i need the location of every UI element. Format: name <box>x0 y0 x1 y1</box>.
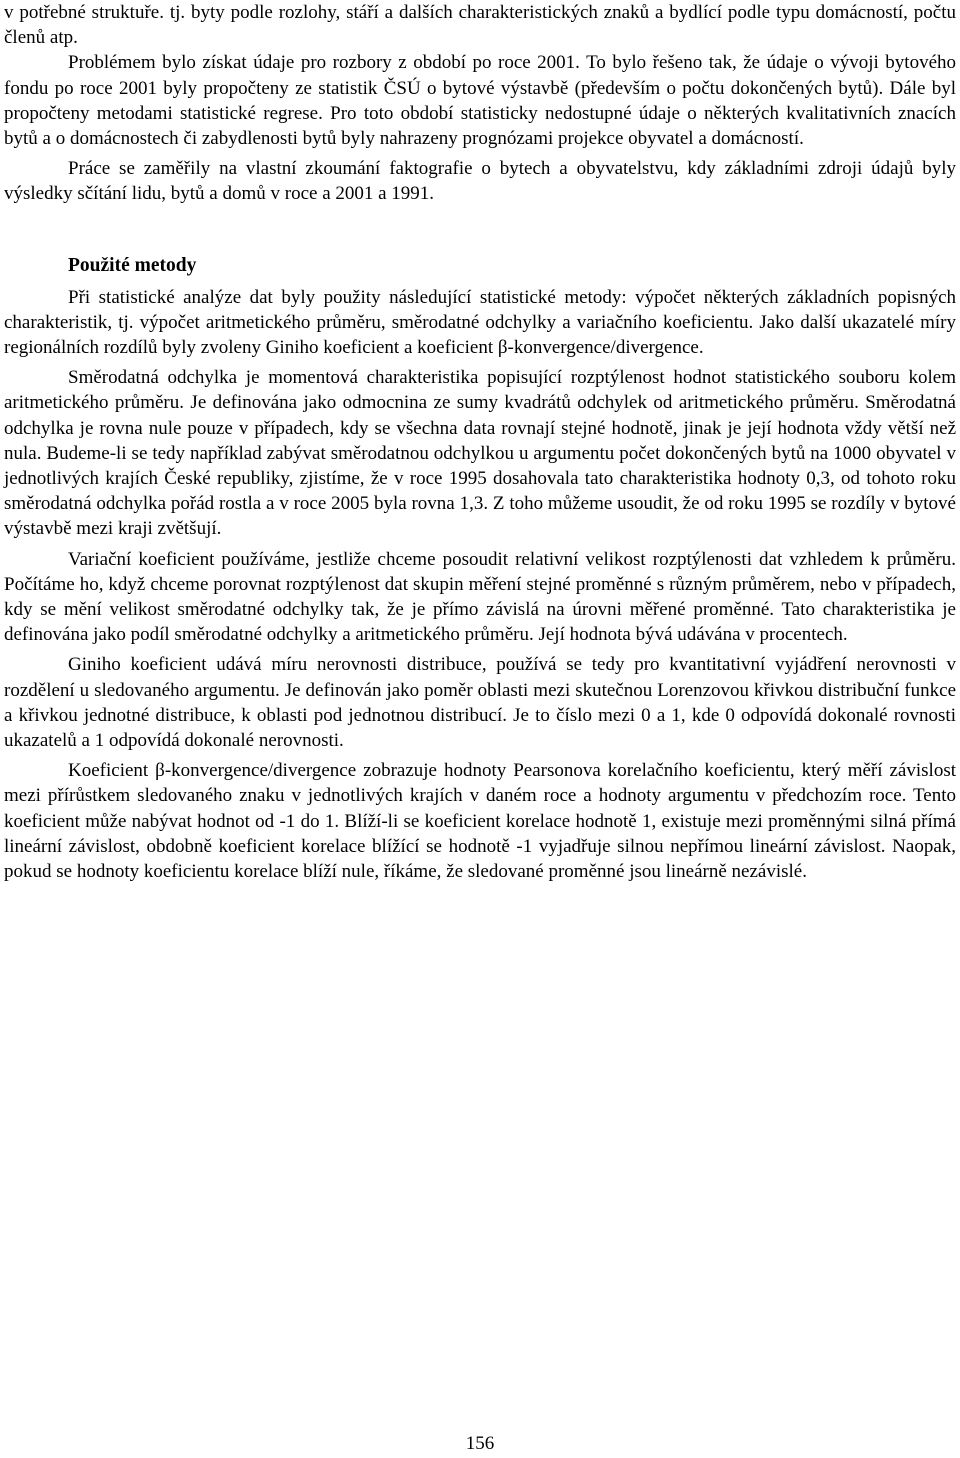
paragraph-standard-deviation: Směrodatná odchylka je momentová charakteristika popisující rozptýlenost hodnot statistického souboru kolem aritmetického průměru. Je definována jako odmocnina ze sumy kvadrátů odchylek od aritmetického průměru. Směrodatná odchylka je rovna nule pouze v případech, kdy se všechna data rovnají stejné hodnotě, jinak je její hodnota vždy větší než nula. Budeme-li se tedy například zabývat směrodatnou odchylkou u argumentu počet dokončených bytů na 1000 obyvatel v jednotlivých krajích České republiky, zjistíme, že v roce 1995 dosahovala tato charakteristika hodnoty 0,3, od tohoto roku směrodatná odchylka pořád rostla a v roce 2005 byla rovna 1,3. Z toho můžeme usoudit, že od roku 1995 se rozdíly v bytové výstavbě mezi kraji zvětšují. <box>4 367 956 540</box>
section-heading-methods: Použité metody <box>68 254 197 276</box>
paragraph-data-sources: Problémem bylo získat údaje pro rozbory z období po roce 2001. To bylo řešeno tak, že údaje o vývoji bytového fondu po roce 2001 byly propočteny ze statistik ČSÚ o bytové výstavbě (především o počtu dokončených bytů). Dále byl propočteny metodami statistické regrese. Pro toto období statisticky nedostupné údaje o některých kvalitativních znacích bytů a o domácnostech či zabydlenosti bytů byly nahrazeny prognózami projekce obyvatel a domácností. <box>4 52 956 150</box>
paragraph-census-sources: Práce se zaměřily na vlastní zkoumání faktografie o bytech a obyvatelstvu, kdy základními zdroji údajů byly výsledky sčítání lidu, bytů a domů v roce a 2001 a 1991. <box>4 158 956 205</box>
paragraph-beta-convergence: Koeficient β-konvergence/divergence zobrazuje hodnoty Pearsonova korelačního koeficientu, který měří závislost mezi přírůstkem sledovaného znaku v jednotlivých krajích v daném roce a hodnoty argumentu v předchozím roce. Tento koeficient může nabývat hodnot od -1 do 1. Blíží-li se koeficient korelace hodnotě 1, existuje mezi proměnnými silná přímá lineární závislost, obdobně koeficient korelace blížící se hodnotě -1 vyjadřuje silnou nepřímou lineární závislost. Naopak, pokud se hodnoty koeficientu korelace blíží nule, říkáme, že sledované proměnné jsou lineárně nezávislé. <box>4 760 956 883</box>
document-page <box>4 0 956 884</box>
paragraph-variation-coefficient: Variační koeficient používáme, jestliže chceme posoudit relativní velikost rozptýlenosti dat vzhledem k průměru. Počítáme ho, když chceme porovnat rozptýlenost dat skupin měření stejné proměnné s různým průměrem, nebo v případech, kdy se mění velikost směrodatné odchylky tak, že je přímo závislá na úrovni měřené proměnné. Tato charakteristika je definována jako podíl směrodatné odchylky a aritmetického průměru. Její hodnota bývá udávána v procentech. <box>4 548 956 646</box>
paragraph-methods-overview: Při statistické analýze dat byly použity následující statistické metody: výpočet některých základních popisných charakteristik, tj. výpočet aritmetického průměru, směrodatné odchylky a variačního koeficientu. Jako další ukazatelé míry regionálních rozdílů byly zvoleny Giniho koeficient a koeficient β-konvergence/divergence. <box>4 286 956 359</box>
page-number: 156 <box>465 1433 495 1454</box>
paragraph-gini-coefficient: Giniho koeficient udává míru nerovnosti distribuce, používá se tedy pro kvantitativní vyjádření nerovnosti v rozdělení u sledovaného argumentu. Je definován jako poměr oblasti mezi skutečnou Lorenzovou křivkou distribuční funkce a křivkou jednotné distribuce, k oblasti pod jednotnou distribucí. Je to číslo mezi 0 a 1, kde 0 odpovídá dokonalé rovnosti ukazatelů a 1 odpovídá dokonalé nerovnosti. <box>4 654 956 752</box>
paragraph-continuation: v potřebné struktuře. tj. byty podle rozlohy, stáří a dalších charakteristických znaků a bydlící podle typu domácností, počtu členů atp. <box>4 2 956 49</box>
